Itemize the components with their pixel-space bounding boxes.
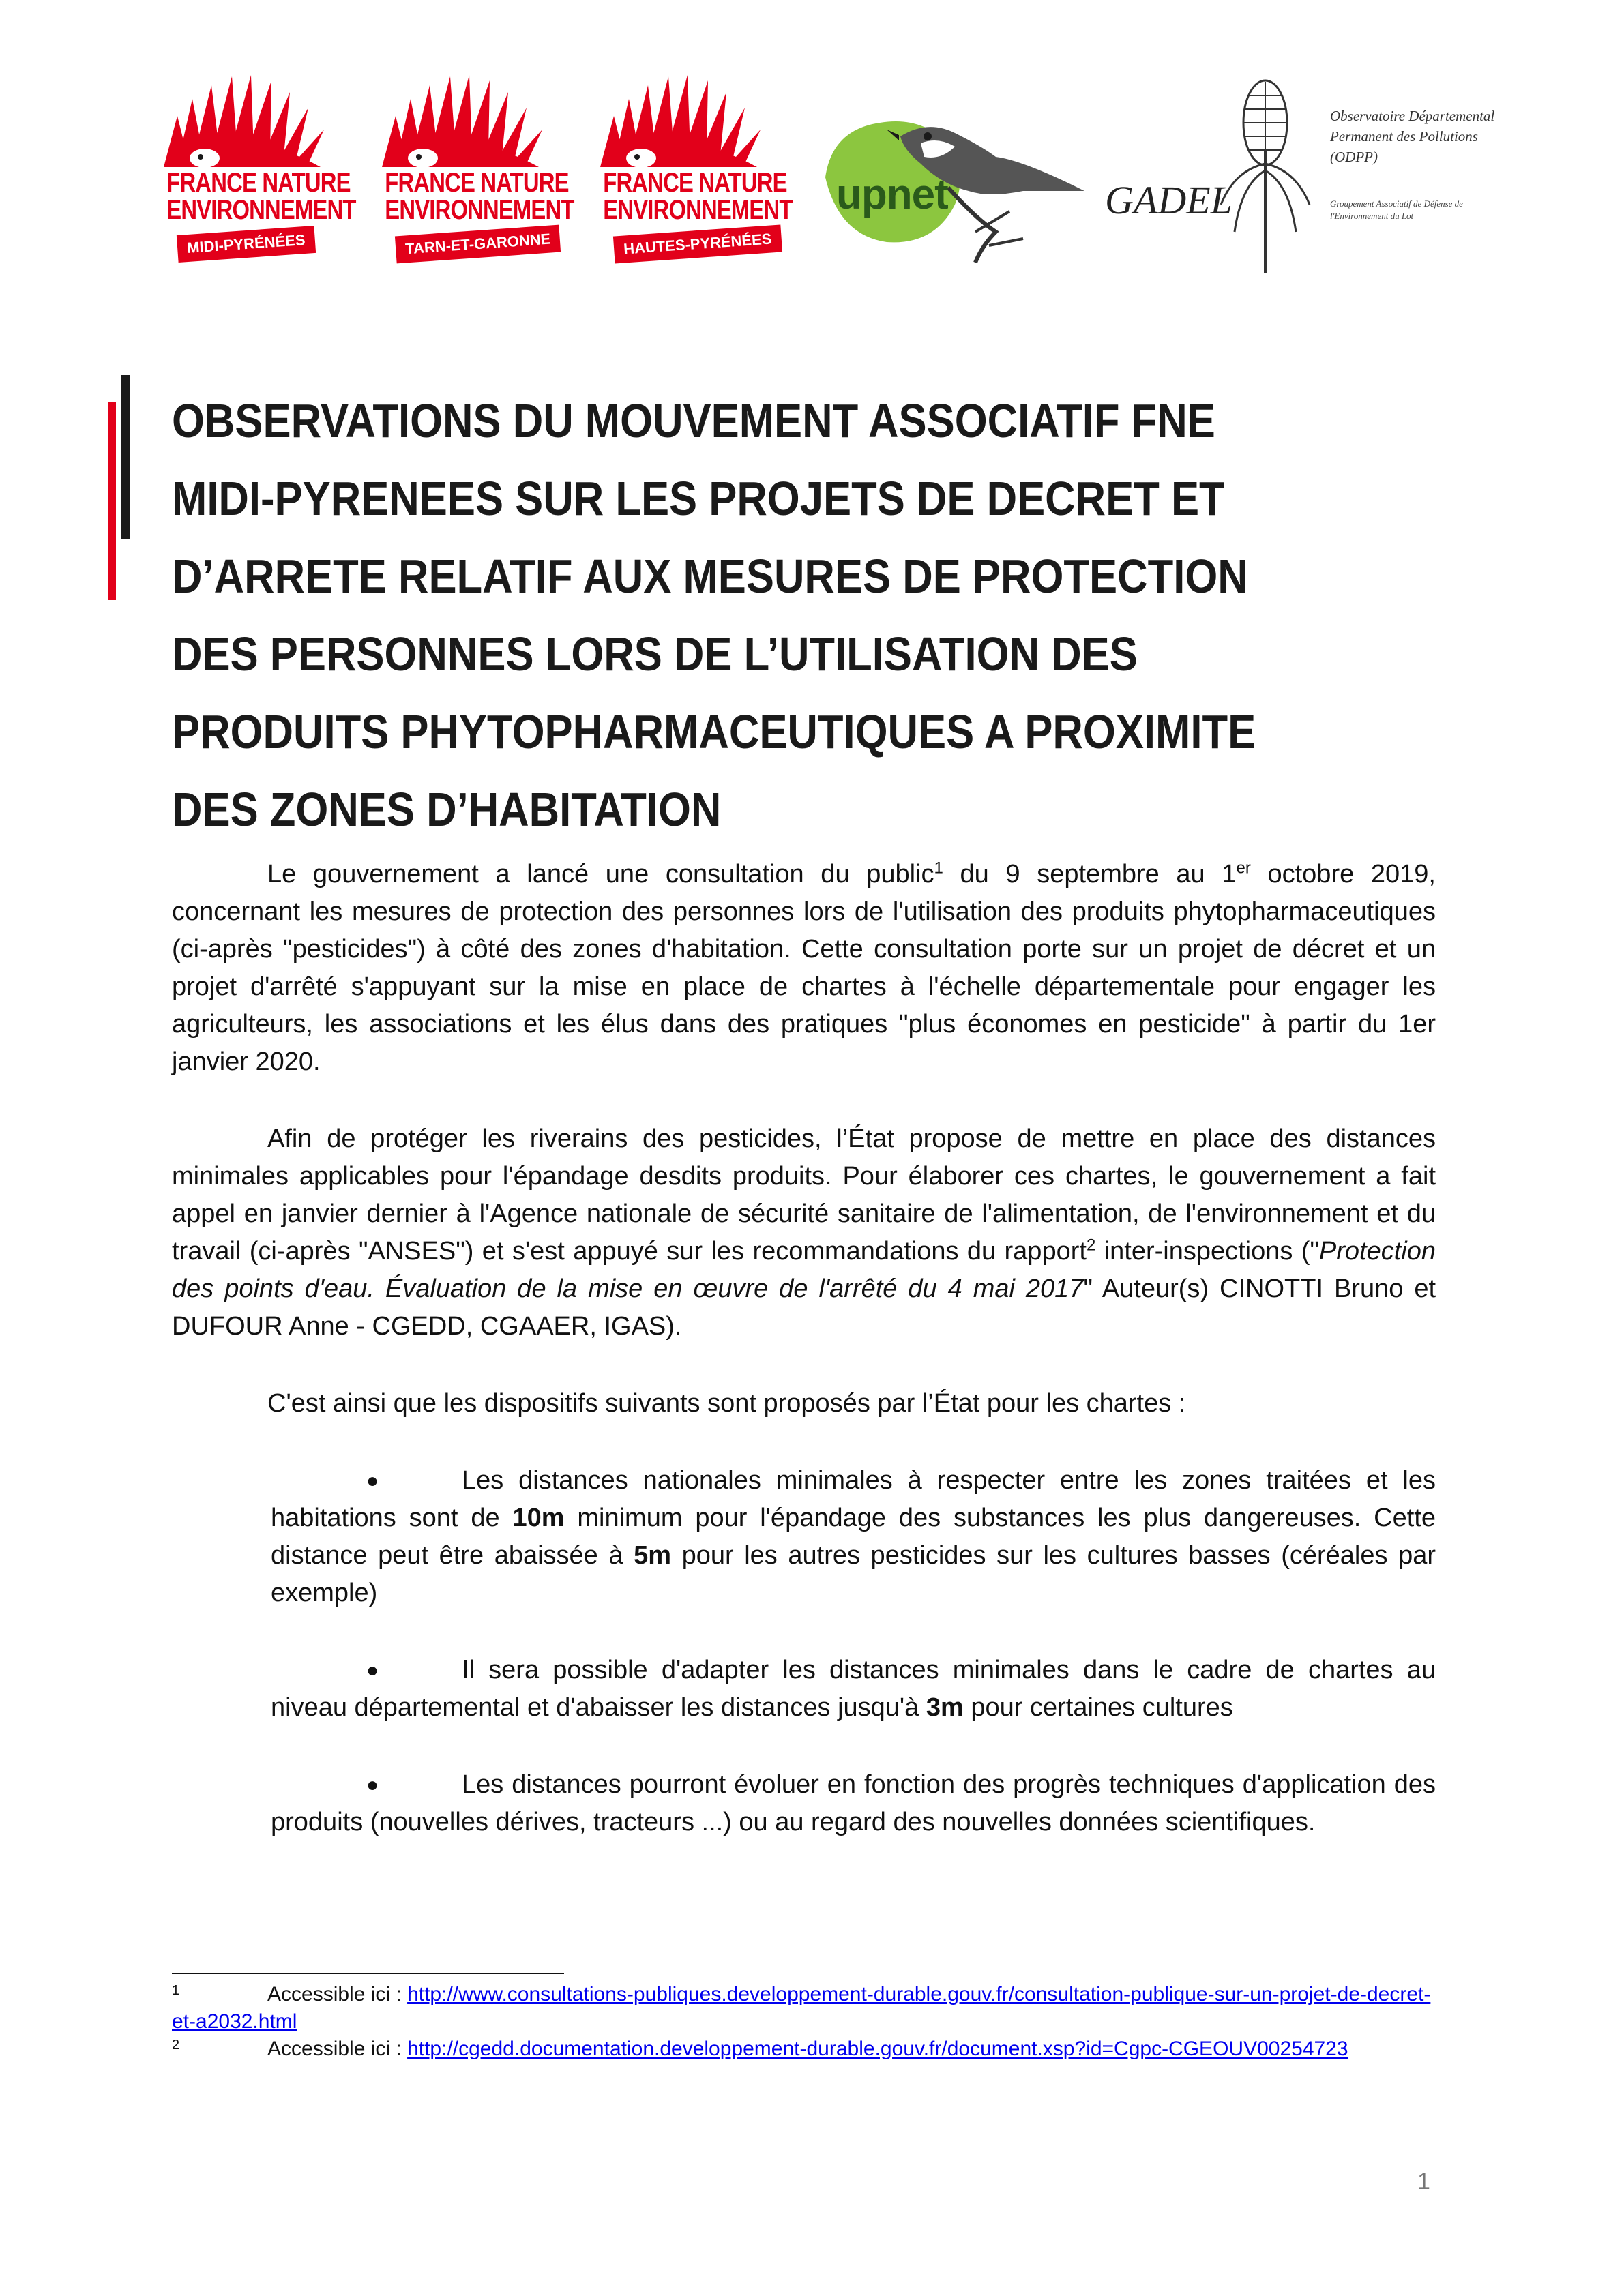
fne-name: FRANCE NATURE ENVIRONNEMENT xyxy=(385,168,574,225)
upnet-name: upnet xyxy=(836,171,948,218)
page-number: 1 xyxy=(1417,2168,1430,2194)
footnote-link-1[interactable]: http://www.consultations-publiques.developpement-durable.gouv.fr/consultation-publique-sur-un-projet-de-decret-et-a2032.html xyxy=(172,1983,1431,2033)
footnote-number: 1 xyxy=(172,1983,180,1998)
ordinal-suffix: er xyxy=(1236,859,1251,878)
title-line: D’ARRETE RELATIF AUX MESURES DE PROTECTION xyxy=(172,550,1248,603)
bullet-item: ● Les distances pourront évoluer en fonction des progrès techniques d'application des produits (nouvelles dérives, tracteurs ...) ou au regard des nouvelles données scientifiques. xyxy=(271,1766,1436,1841)
footnote-ref-2[interactable]: 2 xyxy=(1086,1236,1096,1255)
fne-name: FRANCE NATURE ENVIRONNEMENT xyxy=(166,168,356,225)
logo-row xyxy=(150,68,1501,273)
fne-region-badge: TARN-ET-GARONNE xyxy=(395,225,561,264)
footnote-1: 1 Accessible ici : http://www.consultations-publiques.developpement-durable.gouv.fr/consultation-publique-sur-un-projet-de-decret-et-a2032.html xyxy=(172,1981,1441,2036)
fne-midi-pyrenees-logo xyxy=(150,75,356,259)
upnet-logo xyxy=(818,95,1091,266)
title-line: OBSERVATIONS DU MOUVEMENT ASSOCIATIF FNE xyxy=(172,394,1215,447)
fne-region-badge: MIDI-PYRÉNÉES xyxy=(177,226,316,263)
footnote-2: 2 Accessible ici : http://cgedd.documentation.developpement-durable.gouv.fr/document.xsp?id=Cgpc-CGEOUV00254723 xyxy=(172,2036,1441,2063)
footnote-ref-1[interactable]: 1 xyxy=(934,859,943,878)
gadel-name: GADEL xyxy=(1105,178,1232,222)
footnote-divider xyxy=(172,1973,564,1974)
odpp-label: Observatoire Départemental Permanent des Pollutions (ODPP) xyxy=(1330,108,1495,165)
bullet-item: ● Il sera possible d'adapter les distances minimales dans le cadre de chartes au niveau départemental et d'abaisser les distances jusqu'à 3m pour certaines cultures xyxy=(271,1652,1436,1727)
footnote-number: 2 xyxy=(172,2038,180,2053)
hedgehog-crest-icon xyxy=(368,75,552,170)
paragraph-distances: Afin de protéger les riverains des pesticides, l’État propose de mettre en place des distances minimales applicables pour l'épandage desdits produits. Pour élaborer ces chartes, le gouvernement a fait appel en janvier dernier à l'Agence nationale de sécurité sanitaire de l'alimentation, de l'environnement et du travail (ci-après "ANSES") et s'est appuyé sur les recommandations du rapport$^2$ inter-inspections ("Protection des points d'eau. Évaluation de la mise en œuvre de l'arrêté du 4 mai 2017" Auteur(s) CINOTTI Bruno et DUFOUR Anne - CGEDD, CGAAER, IGAS). xyxy=(172,1124,1436,1341)
footnotes xyxy=(172,1981,1441,2063)
hedgehog-crest-icon xyxy=(587,75,771,170)
bullet-icon: ● xyxy=(366,1659,379,1682)
document-body xyxy=(172,856,1436,1841)
footnote-link-2[interactable]: http://cgedd.documentation.developpement-durable.gouv.fr/document.xsp?id=Cgpc-CGEOUV00254723 xyxy=(407,2038,1348,2060)
title-line: MIDI-PYRENEES SUR LES PROJETS DE DECRET ET xyxy=(172,472,1225,525)
fne-hautes-pyrenees-logo xyxy=(587,75,793,259)
gadel-subtitle: Groupement Associatif de Défense de l'Environnement du Lot xyxy=(1330,198,1463,221)
teasel-plant-icon xyxy=(1207,68,1323,273)
bullet-icon: ● xyxy=(366,1774,379,1796)
title-line: DES PERSONNES LORS DE L’UTILISATION DES xyxy=(172,627,1138,681)
report-title: Protection des points d'eau. Évaluation de la mise en œuvre de l'arrêté du 4 mai 2017 xyxy=(172,1237,1436,1303)
paragraph-dispositifs: C'est ainsi que les dispositifs suivants sont proposés par l’État pour les chartes : xyxy=(267,1389,1186,1418)
bullet-item: ● Les distances nationales minimales à respecter entre les zones traitées et les habitations sont de 10m minimum pour l'épandage des substances les plus dangereuses. Cette distance peut être abaissée à 5m pour les autres pesticides sur les cultures basses (céréales par exemple) xyxy=(271,1462,1436,1612)
document-title xyxy=(172,382,1312,848)
fne-tarn-et-garonne-logo xyxy=(368,75,574,259)
hedgehog-crest-icon xyxy=(150,75,334,170)
fne-name: FRANCE NATURE ENVIRONNEMENT xyxy=(603,168,793,225)
bullet-icon: ● xyxy=(366,1470,379,1492)
paragraph-consultation: Le gouvernement a lancé une consultation du public$^1$ du 9 septembre au 1er octobre 2019, concernant les mesures de protection des personnes lors de l'utilisation des produits phytopharmaceutiques (ci-après "pesticides") à côté des zones d'habitation. Cette consultation porte sur un projet de décret et un projet d'arrêté s'appuyant sur la mise en place de chartes à l'échelle départementale pour engager les agriculteurs, les associations et les élus dans des pratiques "plus économes en pesticide" à partir du 1er janvier 2020. xyxy=(172,859,1436,1076)
gadel-odpp-logo xyxy=(1105,68,1501,273)
title-line: DES ZONES D’HABITATION xyxy=(172,783,722,836)
title-accent-bar xyxy=(108,402,116,600)
fne-region-badge: HAUTES-PYRÉNÉES xyxy=(613,224,782,263)
title-line: PRODUITS PHYTOPHARMACEUTIQUES A PROXIMITE xyxy=(172,705,1256,758)
